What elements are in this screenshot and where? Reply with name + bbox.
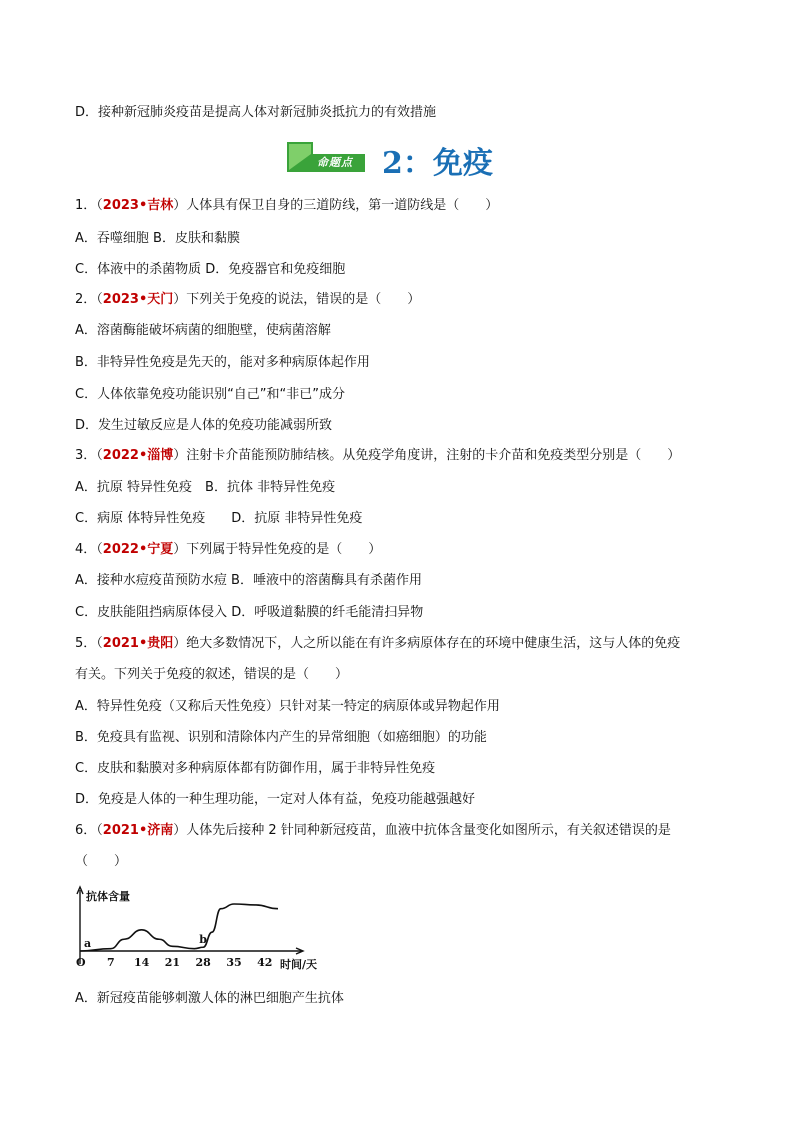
x-tick-label: 28 bbox=[195, 956, 211, 969]
point-label: a bbox=[84, 937, 92, 950]
antibody-chart bbox=[70, 884, 318, 974]
x-tick-label: 7 bbox=[106, 956, 115, 969]
x-tick-label: 21 bbox=[164, 956, 181, 969]
question-2-option: A．溶菌酶能破坏病菌的细胞壁，使病菌溶解 bbox=[75, 323, 331, 338]
question-2-option: D．发生过敏反应是人体的免疫功能减弱所致 bbox=[75, 418, 333, 433]
question-2-stem: 2．（2023•天门）下列关于免疫的说法，错误的是（ ） bbox=[75, 292, 421, 307]
question-1-option: C．体液中的杀菌物质 D．免疫器官和免疫细胞 bbox=[75, 262, 346, 277]
x-tick-label: 42 bbox=[257, 956, 273, 969]
question-3-option: C．病原 体特异性免疫 D．抗原 非特异性免疫 bbox=[75, 511, 363, 526]
origin-label: O bbox=[76, 956, 86, 969]
section-title: 2：免疫 bbox=[382, 146, 493, 181]
question-5-option: B．免疫具有监视、识别和清除体内产生的异常细胞（如癌细胞）的功能 bbox=[75, 730, 487, 745]
question-5-option: D．免疫是人体的一种生理功能，一定对人体有益，免疫功能越强越好 bbox=[75, 792, 476, 807]
question-4-stem: 4．（2022•宁夏）下列属于特异性免疫的是（ ） bbox=[75, 542, 382, 557]
question-1-option: A．吞噬细胞 B．皮肤和黏膜 bbox=[75, 231, 240, 246]
point-label: b bbox=[199, 933, 207, 947]
question-6-stem-cont: （ ） bbox=[75, 854, 128, 869]
question-5-option: A．特异性免疫（又称后天性免疫）只针对某一特定的病原体或异物起作用 bbox=[75, 699, 500, 714]
question-3-stem: 3．（2022•淄博）注射卡介苗能预防肺结核。从免疫学角度讲，注射的卡介苗和免疫类型分别是（ ） bbox=[75, 448, 681, 463]
section-heading bbox=[287, 140, 517, 181]
y-axis-label: 抗体含量 bbox=[86, 890, 130, 903]
x-axis-label: 时间/天 bbox=[280, 958, 318, 971]
question-1-stem: 1．（2023•吉林）人体具有保卫自身的三道防线，第一道防线是（ ） bbox=[75, 198, 499, 213]
question-6-option: A．新冠疫苗能够刺激人体的淋巴细胞产生抗体 bbox=[75, 991, 344, 1006]
section-tag: 命题点 bbox=[317, 156, 353, 169]
question-2-option: C．人体依靠免疫功能识别“自己”和“非已”成分 bbox=[75, 387, 346, 402]
question-3-option: A．抗原 特异性免疫 B．抗体 非特异性免疫 bbox=[75, 480, 336, 495]
question-4-option: C．皮肤能阻挡病原体侵入 D．呼吸道黏膜的纤毛能清扫异物 bbox=[75, 605, 424, 620]
question-2-option: B．非特异性免疫是先天的，能对多种病原体起作用 bbox=[75, 355, 370, 370]
question-5-stem: 5．（2021•贵阳）绝大多数情况下，人之所以能在有许多病原体存在的环境中健康生活，这与人体的免疫 bbox=[75, 636, 681, 651]
antibody-curve bbox=[80, 904, 278, 951]
question-5-option: C．皮肤和黏膜对多种病原体都有防御作用，属于非特异性免疫 bbox=[75, 761, 436, 776]
x-tick-label: 14 bbox=[133, 956, 150, 969]
x-tick-label: 35 bbox=[226, 956, 242, 969]
option-d-line: D．接种新冠肺炎疫苗是提高人体对新冠肺炎抵抗力的有效措施 bbox=[75, 105, 437, 120]
question-6-stem: 6．（2021•济南）人体先后接种 2 针同种新冠疫苗，血液中抗体含量变化如图所示，有关叙述错误的是 bbox=[75, 823, 671, 838]
question-4-option: A．接种水痘疫苗预防水痘 B．唾液中的溶菌酶具有杀菌作用 bbox=[75, 573, 422, 588]
question-5-stem-cont: 有关。下列关于免疫的叙述，错误的是（ ） bbox=[75, 667, 349, 682]
